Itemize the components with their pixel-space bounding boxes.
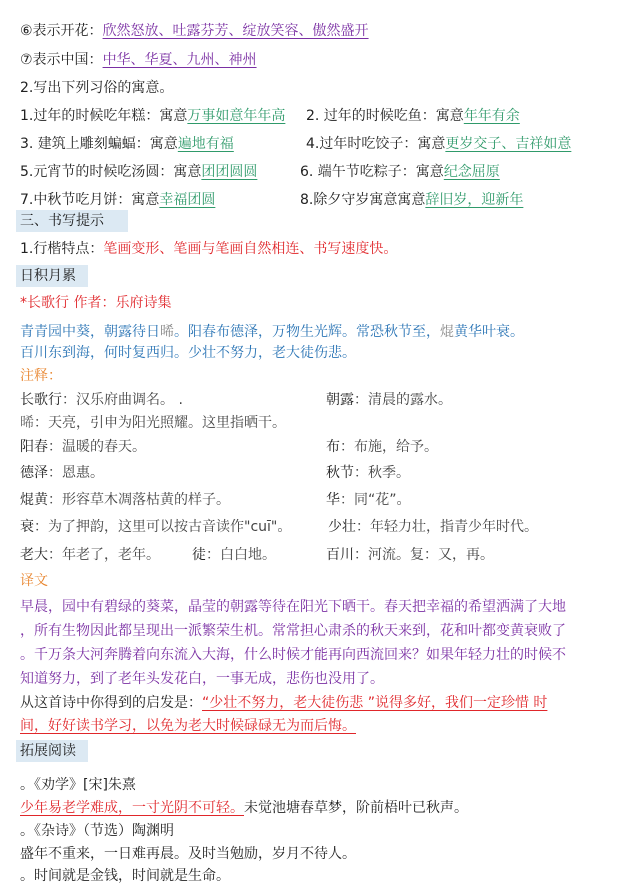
poem-l1c: 。阳春布德泽，万物生光辉。常恐秋节至， [174,324,440,340]
custom-2-answer: 年年有余 [463,108,520,124]
note-xi [20,413,286,433]
custom-3-answer: 遍地有福 [177,136,234,152]
note-value: ：同“花”。 [340,492,411,508]
translation-line-2: ，所有生物因此都呈现出一派繁荣生机。常常担心肃杀的秋天来到，花和叶都变黄衰败了 [20,623,566,639]
translation-label: 译文 [20,573,48,589]
custom-5-answer: 团团圆圆 [201,164,258,180]
reading-1-title: 。《劝学》[宋]朱熹 [20,777,136,793]
custom-8-label: 8.除夕守岁寓意寓意 [300,192,426,208]
inspiration-label: 从这首诗中你得到的启发是： [20,695,202,711]
reading-2-title: 。《杂诗》（节选）陶渊明 [20,823,174,839]
writing-tip-label: 1.行楷特点： [20,241,104,257]
custom-5-label: 5.元宵节的时候吃汤圆：寓意 [20,164,202,180]
note-changgexing [20,390,183,410]
flower-answer: 欣然怒放、吐露芬芳、绽放笑容、傲然盛开 [102,23,369,39]
poem-l1e: 黄华叶衰。 [454,324,524,340]
section-extended-reading-heading: 拓展阅读 [16,740,88,762]
note-key: 少壮 [328,519,356,535]
custom-3-label: 3. 建筑上雕刻蝙蝠：寓意 [20,136,178,152]
flower-line [20,21,369,41]
writing-tip [20,239,397,259]
reading-1-poem [20,798,468,818]
note-value: ：年老了，老年。 [48,547,160,563]
note-value: ：布施，给予。 [340,439,438,455]
inspiration-answer-1: “少壮不努力，老大徒伤悲 ”说得多好，我们一定珍惜 时 [202,695,548,711]
custom-8 [300,190,523,210]
custom-6 [300,162,500,182]
custom-7-label: 7.中秋节吃月饼：寓意 [20,192,160,208]
flower-label: ⑥表示开花： [20,23,103,39]
poem-l1a: 青青园中葵，朝露待日 [20,324,160,340]
note-value: ：秋季。 [354,465,410,481]
custom-3 [20,134,234,154]
poem-l1d: 焜 [440,324,454,340]
writing-tip-value: 笔画变形、笔画与笔画自然相连、书写速度快。 [103,241,398,257]
note-key: 秋节 [326,465,354,481]
note-tu [192,545,276,565]
custom-1-answer: 万事如意年年高 [187,108,286,124]
custom-7 [20,190,215,210]
note-zhaolu [326,390,452,410]
section-writing-heading: 三、书写提示 [16,210,128,232]
note-key: 华 [326,492,340,508]
note-laoda [20,545,160,565]
poem-line-2: 百川东到海，何时复西归。少壮不努力，老大徒伤悲。 [20,345,356,361]
note-value: ：河流。复：又，再。 [354,547,494,563]
note-value: ：汉乐府曲调名。 . [62,392,183,408]
custom-4 [306,134,571,154]
note-key: 长歌行 [20,392,62,408]
note-value: ：天亮，引申为阳光照耀。这里指晒干。 [34,415,286,431]
translation-line-4: 知道努力，到了老年头发花白，一事无成，悲伤也没用了。 [20,671,384,687]
custom-2 [306,106,520,126]
custom-5 [20,162,257,182]
note-key: 徒 [192,547,206,563]
translation-line-3: 。千万条大河奔腾着向东流入大海，什么时候才能再向西流回来？如果年轻力壮的时候不 [20,647,566,663]
poem-title: *长歌行 作者：乐府诗集 [20,295,172,311]
note-shuai [20,517,291,537]
inspiration-line-2: 间，好好读书学习，以免为老大时候碌碌无为而后悔。 [20,718,356,734]
section-rjyl-heading: 日积月累 [16,265,88,287]
note-key: 老大 [20,547,48,563]
poem-l1b: 晞 [160,324,174,340]
note-value: ：年轻力壮，指青少年时代。 [356,519,538,535]
note-value: ：形容草木凋落枯黄的样子。 [48,492,230,508]
reading-2-poem: 盛年不重来，一日难再晨。及时当勉励，岁月不待人。 [20,846,356,862]
custom-7-answer: 幸福团圆 [159,192,216,208]
note-value: ：恩惠。 [48,465,104,481]
note-key: 德泽 [20,465,48,481]
note-baichuan [326,545,494,565]
custom-6-answer: 纪念屈原 [443,164,500,180]
reading-3-quote: 。时间就是金钱，时间就是生命。 [20,868,230,884]
note-qiujie [326,463,410,483]
note-shaozhuang [328,517,538,537]
note-key: 百川 [326,547,354,563]
custom-1-label: 1.过年的时候吃年糕：寓意 [20,108,188,124]
note-hua [326,490,411,510]
custom-6-label: 6. 端午节吃粽子：寓意 [300,164,444,180]
note-deze [20,463,104,483]
note-value: ：温暖的春天。 [48,439,146,455]
custom-1 [20,106,285,126]
poem-line-1 [20,322,524,342]
reading-1-highlight: 少年易老学难成，一寸光阴不可轻。 [20,800,244,816]
question-2: 2.写出下列习俗的寓意。 [20,80,174,96]
note-key: 晞 [20,415,34,431]
note-key: 焜黄 [20,492,48,508]
custom-4-label: 4.过年时吃饺子：寓意 [306,136,446,152]
note-value: ：清晨的露水。 [354,392,452,408]
note-key: 布 [326,439,340,455]
china-label: ⑦表示中国： [20,52,103,68]
custom-2-label: 2. 过年的时候吃鱼：寓意 [306,108,464,124]
note-bu [326,437,438,457]
translation-line-1: 早晨，园中有碧绿的葵菜，晶莹的朝露等待在阳光下晒干。春天把幸福的希望洒满了大地 [20,599,566,615]
reading-1-rest: 未觉池塘春草梦，阶前梧叶已秋声。 [244,800,468,816]
note-key: 阳春 [20,439,48,455]
note-value: ：白白地。 [206,547,276,563]
custom-4-answer: 更岁交子、吉祥如意 [445,136,572,152]
china-answer: 中华、华夏、九州、神州 [102,52,257,68]
china-line [20,50,257,70]
notes-label: 注释： [20,368,62,384]
note-kunhuang [20,490,230,510]
inspiration-line-1 [20,693,547,713]
note-key: 朝露 [326,392,354,408]
note-yangchun [20,437,146,457]
note-key: 衰 [20,519,34,535]
custom-8-answer: 辞旧岁，迎新年 [425,192,524,208]
note-value: ：为了押韵，这里可以按古音读作"cuī"。 [34,519,292,535]
